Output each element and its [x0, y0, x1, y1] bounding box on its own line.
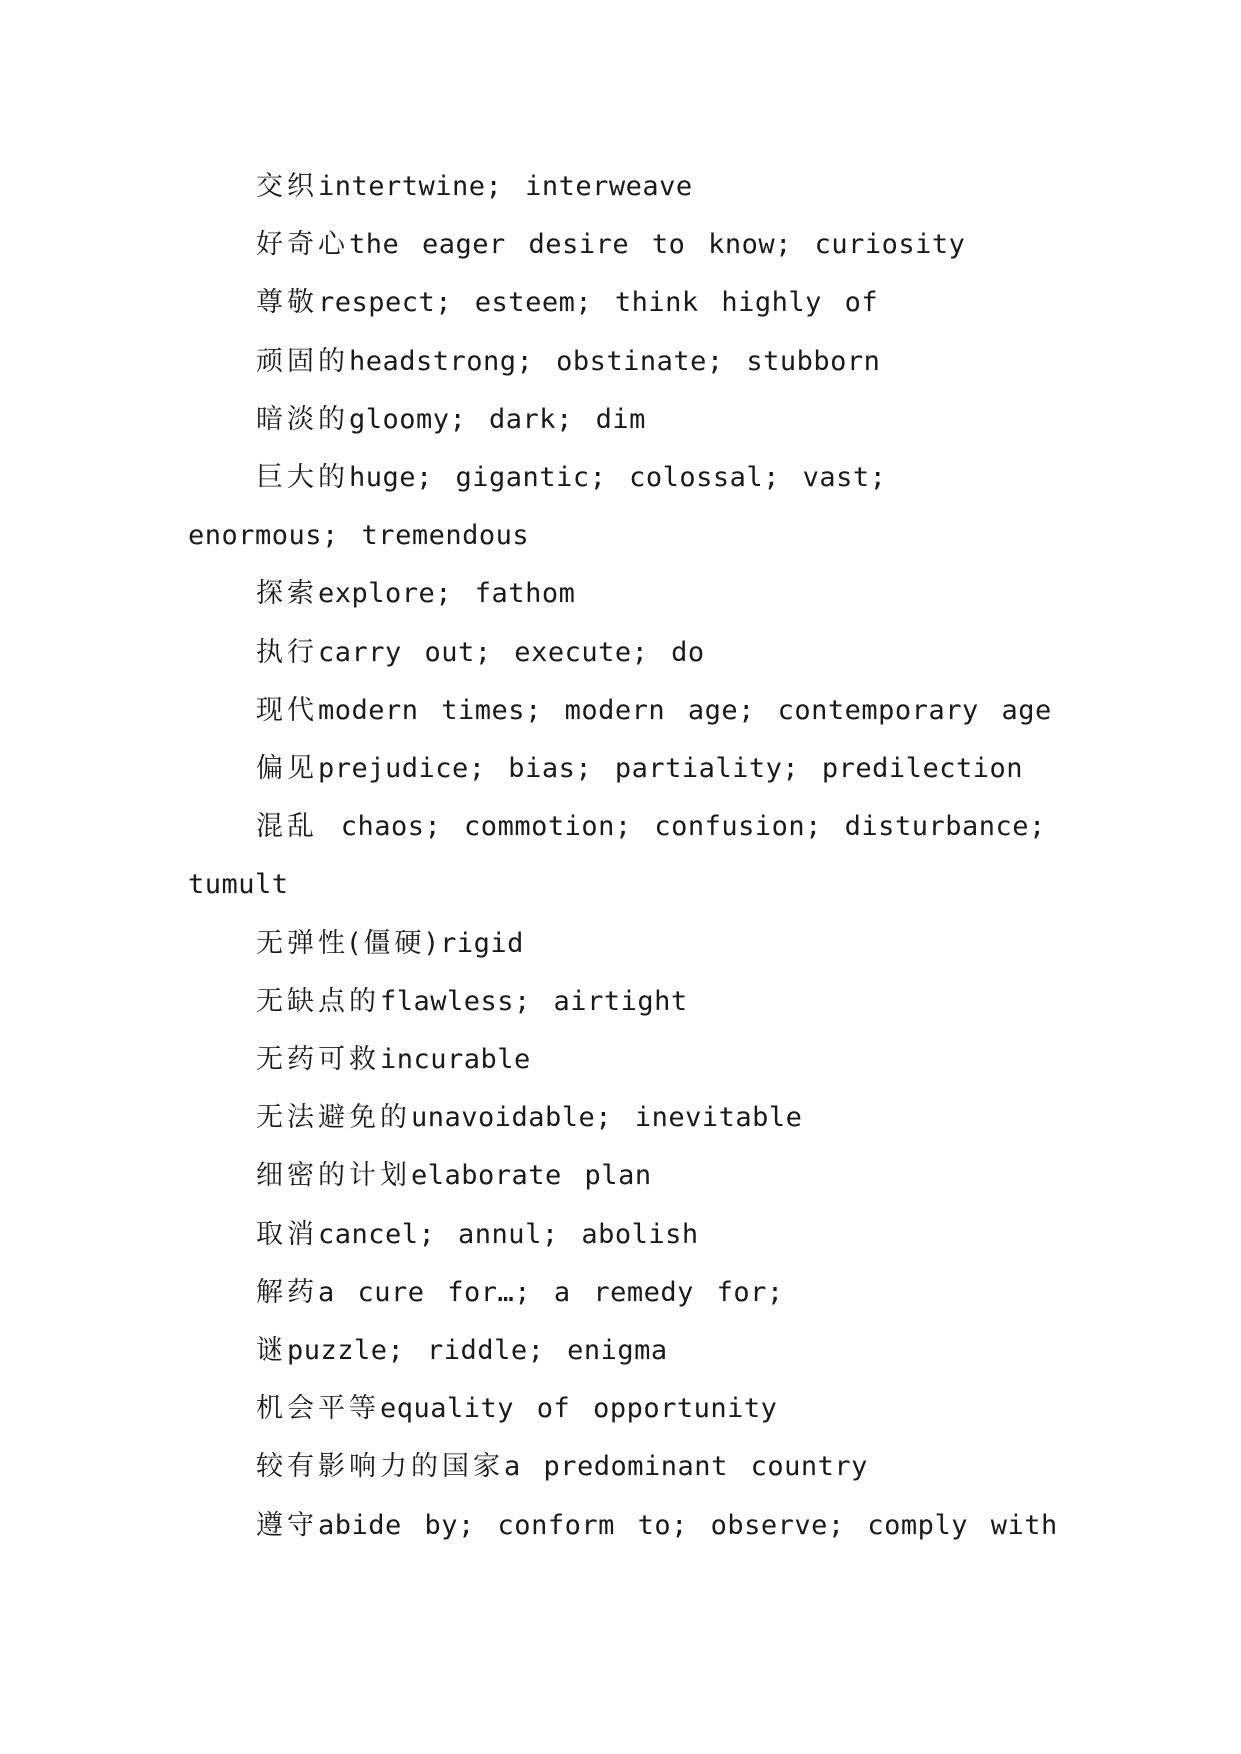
english-translation: huge; gigantic; colossal; vast; enormous; tremendous [188, 462, 887, 552]
vocab-entry [188, 973, 1058, 1031]
chinese-term: 执行 [256, 636, 318, 668]
chinese-term: 混乱 [256, 811, 318, 843]
vocab-entry [188, 1089, 1058, 1147]
english-translation: chaos; commotion; confusion; disturbance; tumult [188, 811, 1046, 901]
vocab-entry [188, 1497, 1058, 1555]
english-translation: explore; fathom [318, 578, 576, 610]
chinese-term: 细密的计划 [256, 1160, 411, 1192]
chinese-term: 取消 [256, 1218, 318, 1250]
vocab-entry [188, 565, 1058, 623]
english-translation: unavoidable; inevitable [411, 1102, 803, 1134]
chinese-term: 遵守 [256, 1509, 318, 1541]
english-translation: rigid [440, 927, 524, 959]
vocab-entry [188, 740, 1058, 798]
english-translation: carry out; execute; do [318, 636, 705, 668]
vocabulary-list [188, 158, 1058, 1555]
chinese-term: 巨大的 [256, 462, 349, 494]
vocab-entry [188, 449, 1058, 565]
chinese-term: 解药 [256, 1276, 318, 1308]
english-translation: modern times; modern age; contemporary age [318, 694, 1052, 726]
english-translation: intertwine; interweave [318, 171, 693, 202]
vocab-entry [188, 1206, 1058, 1264]
english-translation: prejudice; bias; partiality; predilection [318, 753, 1023, 785]
chinese-term: 无法避免的 [256, 1102, 411, 1134]
chinese-term: 偏见 [256, 753, 318, 785]
chinese-term: 暗淡的 [256, 403, 349, 435]
vocab-entry [188, 1380, 1058, 1438]
vocab-entry [188, 682, 1058, 740]
english-translation: puzzle; riddle; enigma [287, 1335, 668, 1367]
vocab-entry [188, 158, 1058, 216]
vocab-entry [188, 1322, 1058, 1380]
english-translation: incurable [380, 1044, 531, 1076]
chinese-term: 谜 [256, 1335, 287, 1367]
english-translation: a cure for…; a remedy for; [318, 1276, 784, 1308]
english-translation: headstrong; obstinate; stubborn [349, 345, 881, 377]
chinese-term: 尊敬 [256, 287, 318, 319]
vocab-entry [188, 391, 1058, 449]
english-translation: flawless; airtight [380, 985, 688, 1017]
vocab-entry [188, 624, 1058, 682]
chinese-term: 现代 [256, 694, 318, 726]
vocab-entry [188, 216, 1058, 274]
chinese-term: 顽固的 [256, 345, 349, 377]
vocab-entry [188, 333, 1058, 391]
english-translation: respect; esteem; think highly of [318, 287, 879, 319]
english-translation: cancel; annul; abolish [318, 1218, 699, 1250]
chinese-term: 好奇心 [256, 229, 349, 261]
vocab-entry [188, 1264, 1058, 1322]
vocab-entry [188, 1438, 1058, 1496]
english-translation: elaborate plan [411, 1160, 652, 1192]
chinese-term: 较有影响力的国家 [256, 1451, 504, 1483]
vocab-entry [188, 915, 1058, 973]
english-translation: the eager desire to know; curiosity [349, 229, 966, 261]
vocab-entry [188, 1031, 1058, 1089]
english-translation: abide by; conform to; observe; comply with [318, 1509, 1058, 1541]
chinese-term: 无弹性(僵硬) [256, 927, 441, 959]
chinese-term: 交织 [256, 171, 318, 202]
english-translation: a predominant country [504, 1451, 868, 1483]
chinese-term: 无缺点的 [256, 985, 380, 1017]
chinese-term: 机会平等 [256, 1393, 380, 1425]
english-translation: equality of opportunity [380, 1393, 778, 1425]
english-translation: gloomy; dark; dim [349, 403, 646, 435]
vocab-entry [188, 274, 1058, 332]
chinese-term: 探索 [256, 578, 318, 610]
vocab-entry [188, 798, 1058, 914]
chinese-term: 无药可救 [256, 1044, 380, 1076]
vocab-entry [188, 1147, 1058, 1205]
